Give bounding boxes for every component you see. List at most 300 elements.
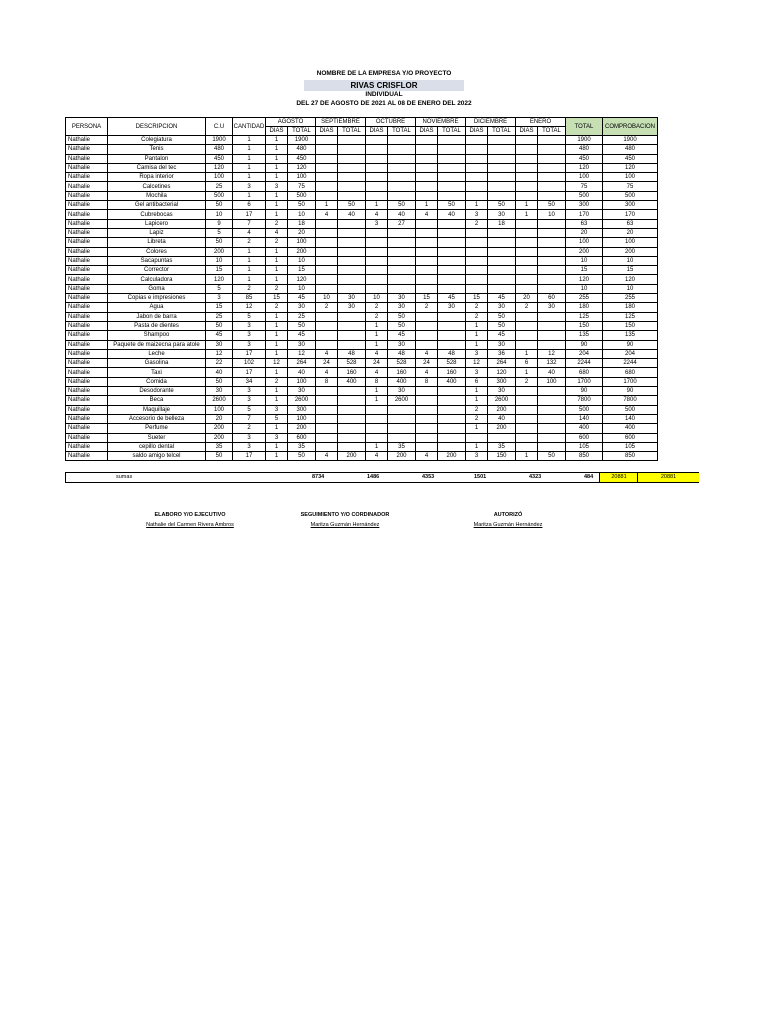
- table-cell: 75: [566, 182, 603, 191]
- table-cell: [416, 256, 438, 265]
- table-cell: 1: [233, 256, 266, 265]
- table-row: [66, 405, 658, 414]
- table-cell: Nathalie: [66, 303, 108, 312]
- table-cell: 10: [206, 210, 233, 219]
- table-cell: 135: [566, 331, 603, 340]
- table-cell: 2: [266, 238, 288, 247]
- table-cell: 45: [488, 331, 516, 340]
- table-cell: [538, 247, 566, 256]
- table-cell: [516, 414, 538, 423]
- table-cell: 30: [338, 303, 366, 312]
- table-cell: 170: [603, 210, 658, 219]
- table-cell: 850: [566, 452, 603, 461]
- table-cell: 2: [266, 303, 288, 312]
- col-dias: DIAS: [366, 127, 388, 136]
- table-cell: [338, 145, 366, 154]
- table-cell: [438, 312, 466, 321]
- table-cell: 3: [466, 210, 488, 219]
- table-cell: 1: [366, 396, 388, 405]
- table-cell: Lapicero: [108, 219, 206, 228]
- table-cell: [488, 247, 516, 256]
- table-cell: [416, 414, 438, 423]
- table-cell: [338, 173, 366, 182]
- table-cell: [316, 228, 338, 237]
- table-cell: 12: [233, 303, 266, 312]
- table-cell: 450: [206, 154, 233, 163]
- table-cell: 15: [466, 294, 488, 303]
- table-cell: [416, 284, 438, 293]
- table-cell: Leche: [108, 349, 206, 358]
- table-cell: 1: [233, 136, 266, 145]
- table-cell: 4: [366, 368, 388, 377]
- table-cell: [488, 136, 516, 145]
- table-cell: Jabon de barra: [108, 312, 206, 321]
- table-cell: 30: [288, 303, 316, 312]
- table-cell: 450: [603, 154, 658, 163]
- table-cell: 200: [566, 247, 603, 256]
- table-cell: [338, 387, 366, 396]
- table-row: [66, 228, 658, 237]
- table-cell: [516, 163, 538, 172]
- table-cell: Nathalie: [66, 377, 108, 386]
- table-cell: [516, 191, 538, 200]
- table-cell: 1: [233, 163, 266, 172]
- table-cell: [488, 238, 516, 247]
- table-cell: [316, 275, 338, 284]
- table-cell: saldo amigo telcel: [108, 452, 206, 461]
- table-cell: 2600: [488, 396, 516, 405]
- table-cell: Nathalie: [66, 191, 108, 200]
- sum-comprobacion: 20881: [637, 473, 699, 482]
- table-cell: 1: [266, 275, 288, 284]
- table-row: [66, 182, 658, 191]
- table-cell: 40: [338, 210, 366, 219]
- table-cell: 4: [266, 228, 288, 237]
- table-cell: [338, 136, 366, 145]
- table-row: [66, 238, 658, 247]
- table-cell: [416, 387, 438, 396]
- table-cell: Nathalie: [66, 247, 108, 256]
- col-total: TOTAL: [566, 118, 603, 136]
- table-cell: 600: [603, 433, 658, 442]
- table-cell: [388, 433, 416, 442]
- table-cell: [516, 136, 538, 145]
- table-cell: 200: [438, 452, 466, 461]
- table-cell: [516, 396, 538, 405]
- table-cell: 25: [206, 312, 233, 321]
- table-cell: 4: [416, 349, 438, 358]
- table-cell: 4: [233, 228, 266, 237]
- table-cell: [388, 284, 416, 293]
- table-cell: [516, 219, 538, 228]
- table-cell: [416, 238, 438, 247]
- table-cell: Tenis: [108, 145, 206, 154]
- table-cell: 1: [266, 452, 288, 461]
- table-cell: 15: [566, 266, 603, 275]
- table-cell: 1: [516, 349, 538, 358]
- table-cell: 4: [366, 210, 388, 219]
- table-cell: 90: [566, 340, 603, 349]
- table-cell: 450: [288, 154, 316, 163]
- table-row: [66, 275, 658, 284]
- table-cell: 450: [566, 154, 603, 163]
- table-cell: 10: [366, 294, 388, 303]
- table-cell: 4: [316, 349, 338, 358]
- table-cell: [538, 340, 566, 349]
- table-cell: 1: [233, 247, 266, 256]
- table-cell: 36: [488, 349, 516, 358]
- table-cell: 2: [233, 238, 266, 247]
- sum-septiembre: 1486: [367, 474, 380, 480]
- table-cell: 200: [206, 433, 233, 442]
- table-cell: [516, 405, 538, 414]
- table-cell: [388, 136, 416, 145]
- table-cell: 100: [538, 377, 566, 386]
- table-cell: [338, 433, 366, 442]
- table-cell: 12: [466, 359, 488, 368]
- table-cell: 680: [566, 368, 603, 377]
- table-cell: 1900: [288, 136, 316, 145]
- table-cell: [366, 414, 388, 423]
- table-cell: 1: [366, 442, 388, 451]
- table-cell: 120: [206, 163, 233, 172]
- table-cell: [438, 424, 466, 433]
- table-cell: 2: [466, 312, 488, 321]
- table-cell: 8: [316, 377, 338, 386]
- table-cell: [416, 136, 438, 145]
- table-cell: [416, 163, 438, 172]
- table-cell: 160: [438, 368, 466, 377]
- table-row: [66, 424, 658, 433]
- table-row: [66, 247, 658, 256]
- table-cell: 1: [366, 321, 388, 330]
- table-cell: 180: [566, 303, 603, 312]
- table-cell: 2: [516, 377, 538, 386]
- table-cell: Corrector: [108, 266, 206, 275]
- table-cell: 100: [288, 414, 316, 423]
- table-cell: [316, 238, 338, 247]
- table-cell: 4: [416, 210, 438, 219]
- table-cell: 10: [288, 256, 316, 265]
- table-cell: Nathalie: [66, 210, 108, 219]
- table-cell: Goma: [108, 284, 206, 293]
- table-cell: 400: [438, 377, 466, 386]
- table-cell: cepillo dental: [108, 442, 206, 451]
- table-cell: 3: [466, 349, 488, 358]
- table-cell: Beca: [108, 396, 206, 405]
- table-cell: 1: [266, 201, 288, 210]
- table-cell: 10: [603, 256, 658, 265]
- table-cell: 50: [488, 312, 516, 321]
- table-cell: Nathalie: [66, 182, 108, 191]
- table-cell: Nathalie: [66, 433, 108, 442]
- table-cell: [416, 396, 438, 405]
- table-row: [66, 201, 658, 210]
- table-cell: [438, 414, 466, 423]
- table-cell: 30: [388, 294, 416, 303]
- table-cell: [316, 321, 338, 330]
- table-cell: [538, 228, 566, 237]
- table-cell: [416, 275, 438, 284]
- table-cell: [366, 145, 388, 154]
- table-cell: [466, 173, 488, 182]
- table-row: [66, 433, 658, 442]
- table-row: [66, 163, 658, 172]
- table-cell: 1: [466, 201, 488, 210]
- table-cell: 480: [288, 145, 316, 154]
- table-cell: Agua: [108, 303, 206, 312]
- table-cell: Ropa interior: [108, 173, 206, 182]
- table-cell: 102: [233, 359, 266, 368]
- col-subtotal: TOTAL: [288, 127, 316, 136]
- col-dias: DIAS: [266, 127, 288, 136]
- table-cell: 500: [288, 191, 316, 200]
- table-cell: Desodorante: [108, 387, 206, 396]
- table-cell: Nathalie: [66, 349, 108, 358]
- table-cell: [538, 163, 566, 172]
- table-cell: [416, 312, 438, 321]
- table-cell: 40: [488, 414, 516, 423]
- table-cell: Nathalie: [66, 405, 108, 414]
- table-cell: 2: [416, 303, 438, 312]
- table-cell: [538, 173, 566, 182]
- table-cell: Nathalie: [66, 321, 108, 330]
- table-cell: [338, 321, 366, 330]
- table-row: [66, 452, 658, 461]
- table-cell: [438, 405, 466, 414]
- table-cell: 400: [566, 424, 603, 433]
- table-cell: 3: [266, 433, 288, 442]
- table-cell: 4: [416, 368, 438, 377]
- table-cell: 140: [566, 414, 603, 423]
- table-cell: 2: [366, 303, 388, 312]
- table-cell: 1: [266, 340, 288, 349]
- table-cell: [538, 219, 566, 228]
- table-cell: [316, 145, 338, 154]
- table-cell: 204: [566, 349, 603, 358]
- table-cell: 90: [603, 340, 658, 349]
- table-cell: 3: [233, 331, 266, 340]
- table-cell: 5: [233, 405, 266, 414]
- table-cell: [388, 145, 416, 154]
- table-cell: [416, 424, 438, 433]
- table-cell: 6: [233, 201, 266, 210]
- report-period: DEL 27 DE AGOSTO DE 2021 AL 08 DE ENERO DEL 2022: [296, 100, 472, 107]
- table-cell: 528: [338, 359, 366, 368]
- table-cell: [516, 145, 538, 154]
- table-cell: Copias e impresiones: [108, 294, 206, 303]
- table-cell: Nathalie: [66, 387, 108, 396]
- table-cell: 680: [603, 368, 658, 377]
- table-cell: 100: [603, 238, 658, 247]
- table-cell: 1: [266, 312, 288, 321]
- table-cell: 30: [388, 340, 416, 349]
- table-cell: [538, 182, 566, 191]
- table-row: [66, 387, 658, 396]
- table-cell: [516, 321, 538, 330]
- table-row: [66, 414, 658, 423]
- col-dias: DIAS: [516, 127, 538, 136]
- table-cell: [438, 145, 466, 154]
- table-cell: 30: [488, 303, 516, 312]
- table-cell: 140: [603, 414, 658, 423]
- table-row: [66, 173, 658, 182]
- signature-seguimiento-title: SEGUIMIENTO Y/O CORDINADOR: [300, 512, 390, 518]
- table-cell: [388, 154, 416, 163]
- table-cell: [438, 442, 466, 451]
- table-cell: Nathalie: [66, 238, 108, 247]
- table-cell: 2: [233, 284, 266, 293]
- table-cell: [488, 284, 516, 293]
- table-cell: 200: [288, 424, 316, 433]
- table-cell: [488, 275, 516, 284]
- table-cell: 2600: [388, 396, 416, 405]
- table-cell: 40: [438, 210, 466, 219]
- table-cell: Mochila: [108, 191, 206, 200]
- table-cell: [516, 275, 538, 284]
- table-cell: 17: [233, 210, 266, 219]
- table-cell: [516, 433, 538, 442]
- table-cell: 30: [206, 387, 233, 396]
- table-cell: 12: [538, 349, 566, 358]
- table-cell: [416, 321, 438, 330]
- table-cell: [366, 405, 388, 414]
- table-cell: 4: [316, 210, 338, 219]
- table-cell: 50: [388, 321, 416, 330]
- table-cell: 120: [566, 163, 603, 172]
- sum-diciembre: 4323: [529, 474, 542, 480]
- sums-label: sumas: [116, 474, 133, 480]
- table-row: [66, 145, 658, 154]
- table-cell: 30: [288, 340, 316, 349]
- table-cell: 5: [233, 312, 266, 321]
- table-cell: [438, 266, 466, 275]
- table-cell: [466, 145, 488, 154]
- table-cell: 300: [488, 377, 516, 386]
- table-cell: 1: [233, 154, 266, 163]
- col-subtotal: TOTAL: [488, 127, 516, 136]
- table-row: [66, 377, 658, 386]
- table-cell: 27: [388, 219, 416, 228]
- col-month-enero: ENERO: [516, 118, 566, 127]
- col-cu: C.U: [206, 118, 233, 136]
- table-cell: 15: [288, 266, 316, 275]
- table-cell: Maquillaje: [108, 405, 206, 414]
- table-cell: 12: [206, 349, 233, 358]
- table-cell: 160: [388, 368, 416, 377]
- table-cell: [438, 182, 466, 191]
- table-cell: 3: [266, 182, 288, 191]
- table-cell: [316, 266, 338, 275]
- table-cell: 24: [316, 359, 338, 368]
- table-cell: 1: [366, 387, 388, 396]
- table-cell: [388, 414, 416, 423]
- table-cell: [416, 247, 438, 256]
- table-cell: 1: [466, 321, 488, 330]
- table-cell: Nathalie: [66, 340, 108, 349]
- table-cell: 1: [266, 173, 288, 182]
- table-cell: [316, 396, 338, 405]
- col-dias: DIAS: [416, 127, 438, 136]
- table-cell: [416, 266, 438, 275]
- table-row: [66, 303, 658, 312]
- table-cell: 35: [488, 442, 516, 451]
- table-cell: 528: [438, 359, 466, 368]
- table-cell: 30: [388, 387, 416, 396]
- table-cell: 100: [288, 173, 316, 182]
- table-cell: Nathalie: [66, 368, 108, 377]
- table-cell: [416, 145, 438, 154]
- table-cell: [416, 433, 438, 442]
- table-cell: 1: [266, 368, 288, 377]
- table-cell: Nathalie: [66, 359, 108, 368]
- table-cell: Nathalie: [66, 452, 108, 461]
- table-cell: [316, 154, 338, 163]
- table-cell: Pantalon: [108, 154, 206, 163]
- table-cell: [438, 247, 466, 256]
- table-cell: Gel antibacterial: [108, 201, 206, 210]
- table-cell: 3: [206, 294, 233, 303]
- table-cell: [366, 163, 388, 172]
- table-cell: [538, 331, 566, 340]
- table-cell: 18: [488, 219, 516, 228]
- table-cell: 2: [233, 424, 266, 433]
- table-cell: [338, 256, 366, 265]
- table-cell: 100: [206, 405, 233, 414]
- table-cell: 1: [233, 275, 266, 284]
- table-cell: 17: [233, 349, 266, 358]
- table-cell: 1: [266, 247, 288, 256]
- table-cell: 500: [206, 191, 233, 200]
- table-row: [66, 294, 658, 303]
- table-cell: 2: [466, 303, 488, 312]
- table-cell: [388, 163, 416, 172]
- col-subtotal: TOTAL: [438, 127, 466, 136]
- col-persona: PERSONA: [66, 118, 108, 136]
- table-cell: 20: [288, 228, 316, 237]
- table-cell: [416, 219, 438, 228]
- table-cell: Nathalie: [66, 201, 108, 210]
- table-cell: [438, 321, 466, 330]
- table-cell: 255: [566, 294, 603, 303]
- table-cell: 10: [288, 210, 316, 219]
- table-cell: 1: [266, 163, 288, 172]
- col-descripcion: DESCRIPCION: [108, 118, 206, 136]
- table-cell: 40: [206, 368, 233, 377]
- table-cell: 85: [233, 294, 266, 303]
- sum-noviembre: 1501: [474, 474, 487, 480]
- table-cell: 528: [388, 359, 416, 368]
- table-cell: 7: [233, 219, 266, 228]
- sum-octubre: 4353: [422, 474, 435, 480]
- table-cell: [516, 238, 538, 247]
- signature-autorizo-name: Maritza Guzmán Hernández: [473, 522, 543, 528]
- table-cell: [538, 387, 566, 396]
- table-cell: 1: [266, 349, 288, 358]
- table-cell: 1: [266, 266, 288, 275]
- table-cell: [338, 191, 366, 200]
- table-cell: [366, 228, 388, 237]
- table-cell: 30: [288, 387, 316, 396]
- table-cell: 500: [603, 191, 658, 200]
- table-cell: [438, 256, 466, 265]
- table-cell: 10: [566, 284, 603, 293]
- table-cell: Paquete de maizecna para atole: [108, 340, 206, 349]
- table-cell: [466, 247, 488, 256]
- table-cell: 20: [566, 228, 603, 237]
- table-cell: [538, 154, 566, 163]
- table-cell: 4: [366, 349, 388, 358]
